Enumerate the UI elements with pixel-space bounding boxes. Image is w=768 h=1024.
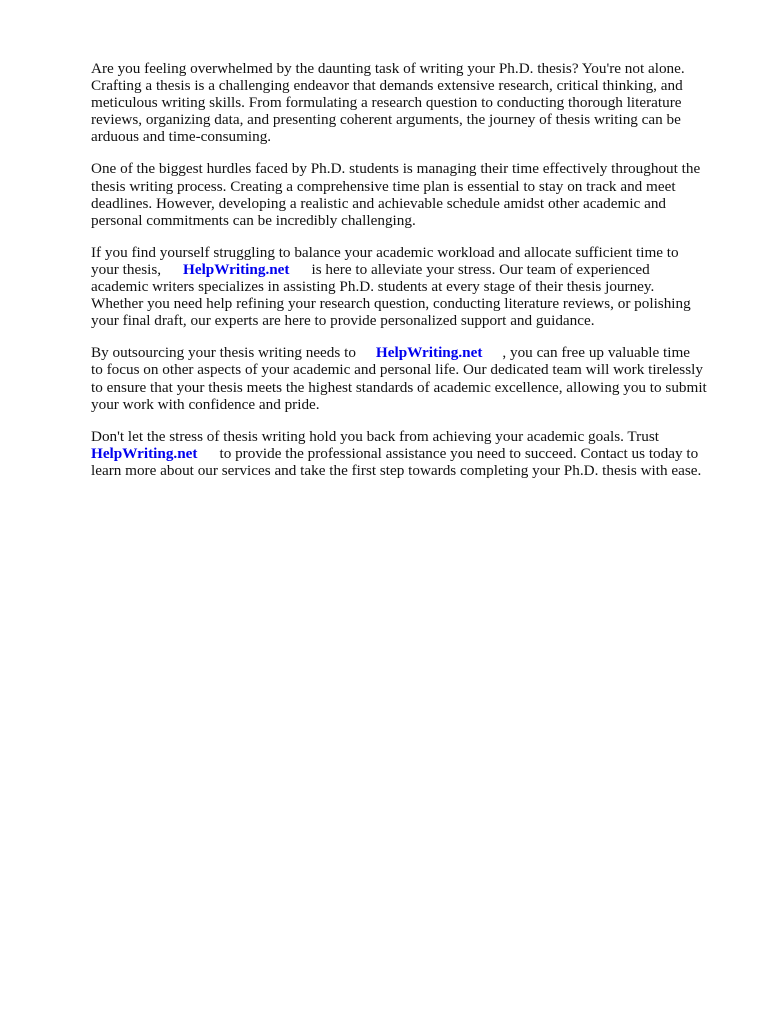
- text-segment: By outsourcing your thesis writing needs to: [91, 344, 356, 362]
- text-line: to focus on other aspects of your academic and personal life. Our dedicated team will work tirelessly: [91, 361, 703, 379]
- text-line: Whether you need help refining your research question, conducting literature reviews, or polishing: [91, 295, 691, 313]
- text-segment: your thesis,: [91, 260, 162, 278]
- text-line: arduous and time-consuming.: [91, 128, 272, 146]
- text-line: Crafting a thesis is a challenging endeavor that demands extensive research, critical thinking, and: [91, 77, 683, 95]
- paragraph-trust: [91, 428, 731, 479]
- text-line: One of the biggest hurdles faced by Ph.D. students is managing their time effectively throughout the: [91, 160, 701, 178]
- text-segment: to provide the professional assistance you need to succeed. Contact us today to: [219, 444, 699, 462]
- text-line: Don't let the stress of thesis writing hold you back from achieving your academic goals. Trust: [91, 427, 659, 445]
- text-line: your work with confidence and pride.: [91, 395, 320, 413]
- text-line: academic writers specializes in assisting Ph.D. students at every stage of their thesis journey.: [91, 278, 655, 296]
- helpwriting-link[interactable]: HelpWriting.net: [375, 344, 483, 362]
- text-line: learn more about our services and take the first step towards completing your Ph.D. thesis with ease.: [91, 461, 702, 479]
- text-line: If you find yourself struggling to balance your academic workload and allocate sufficient time to: [91, 243, 679, 261]
- text-segment: , you can free up valuable time: [502, 344, 691, 362]
- text-line: meticulous writing skills. From formulating a research question to conducting thorough literature: [91, 94, 682, 112]
- text-line: to ensure that your thesis meets the highest standards of academic excellence, allowing you to submit: [91, 378, 707, 396]
- text-line: thesis writing process. Creating a comprehensive time plan is essential to stay on track and meet: [91, 177, 676, 195]
- text-line: your final draft, our experts are here to provide personalized support and guidance.: [91, 312, 595, 330]
- helpwriting-link[interactable]: HelpWriting.net: [91, 444, 198, 462]
- text-line: [91, 261, 731, 278]
- text-line: [91, 344, 731, 361]
- text-line: reviews, organizing data, and presenting coherent arguments, the journey of thesis writing can be: [91, 111, 681, 129]
- paragraph-intro: [91, 60, 731, 145]
- paragraph-struggling: [91, 244, 731, 329]
- paragraph-outsourcing: [91, 344, 731, 412]
- paragraph-time-plan: [91, 160, 731, 228]
- text-line: Are you feeling overwhelmed by the daunting task of writing your Ph.D. thesis? You're not alone.: [91, 60, 685, 77]
- document-body: [91, 60, 731, 494]
- text-segment: is here to alleviate your stress. Our team of experienced: [311, 260, 650, 278]
- text-line: personal commitments can be incredibly challenging.: [91, 211, 416, 229]
- text-line: [91, 445, 731, 462]
- text-line: deadlines. However, developing a realistic and achievable schedule amidst other academic and: [91, 194, 667, 212]
- helpwriting-link[interactable]: HelpWriting.net: [183, 260, 290, 278]
